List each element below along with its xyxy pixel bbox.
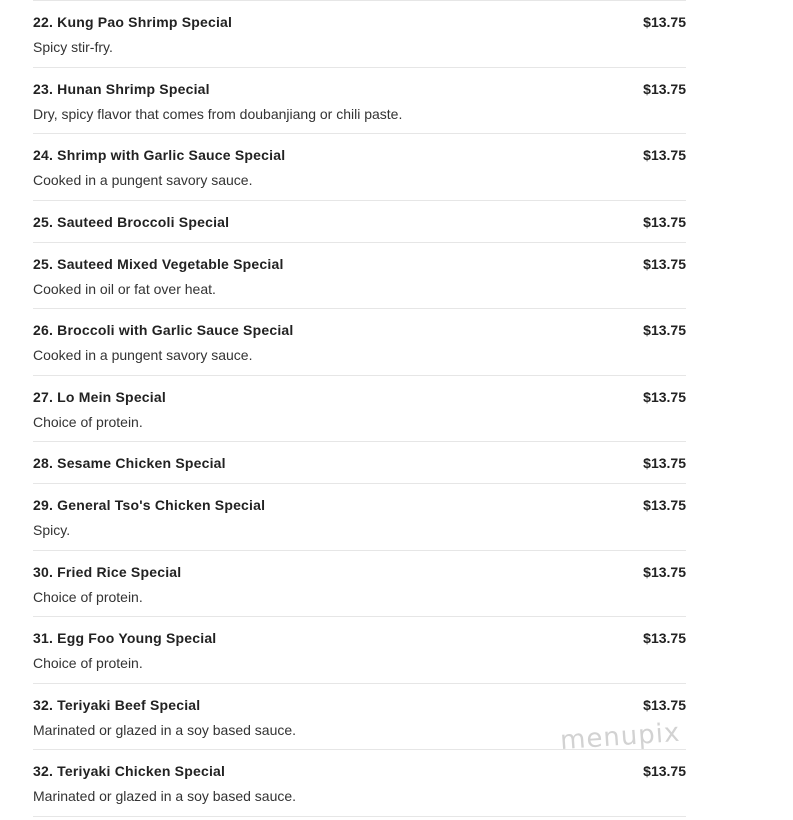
menu-item xyxy=(33,1,686,68)
item-name: 23. Hunan Shrimp Special xyxy=(33,80,210,97)
item-price: $13.75 xyxy=(643,563,686,580)
item-description: Cooked in a pungent savory sauce. xyxy=(33,347,253,363)
item-price: $13.75 xyxy=(643,255,686,272)
menu-item xyxy=(33,376,686,443)
item-price: $13.75 xyxy=(643,322,686,338)
menu-item xyxy=(33,68,686,135)
item-description: Marinated or glazed in a soy based sauce. xyxy=(33,788,297,804)
item-description: Choice of protein. xyxy=(33,588,143,605)
menu-list xyxy=(33,0,686,817)
item-name: 30. Fried Rice Special xyxy=(33,563,182,580)
item-name: 27. Lo Mein Special xyxy=(33,388,166,405)
menu-item xyxy=(33,243,686,310)
menu-item xyxy=(33,442,686,484)
item-price: $13.75 xyxy=(643,497,686,513)
item-name: 26. Broccoli with Garlic Sauce Special xyxy=(33,322,294,338)
menu-item xyxy=(33,484,686,551)
item-description: Choice of protein. xyxy=(33,655,143,671)
item-name: 31. Egg Foo Young Special xyxy=(33,630,217,646)
menu-item xyxy=(33,750,686,817)
item-price: $13.75 xyxy=(643,80,686,97)
menu-item xyxy=(33,617,686,684)
menupix-watermark: menupix xyxy=(559,717,682,757)
item-name: 29. General Tso's Chicken Special xyxy=(33,497,266,513)
menu-item xyxy=(33,201,686,243)
item-price: $13.75 xyxy=(643,213,686,230)
item-description: Marinated or glazed in a soy based sauce. xyxy=(33,721,297,738)
item-description: Cooked in a pungent savory sauce. xyxy=(33,172,253,188)
item-name: 22. Kung Pao Shrimp Special xyxy=(33,14,233,30)
item-price: $13.75 xyxy=(643,14,686,30)
item-description: Choice of protein. xyxy=(33,413,143,430)
item-name: 25. Sauteed Mixed Vegetable Special xyxy=(33,255,284,272)
item-price: $13.75 xyxy=(643,455,686,471)
item-description: Cooked in oil or fat over heat. xyxy=(33,280,216,297)
item-description: Dry, spicy flavor that comes from doubanjiang or chili paste. xyxy=(33,105,403,122)
item-name: 25. Sauteed Broccoli Special xyxy=(33,213,230,230)
item-price: $13.75 xyxy=(643,388,686,405)
item-name: 24. Shrimp with Garlic Sauce Special xyxy=(33,147,286,163)
item-price: $13.75 xyxy=(643,696,686,713)
item-price: $13.75 xyxy=(643,147,686,163)
item-name: 32. Teriyaki Beef Special xyxy=(33,696,201,713)
item-price: $13.75 xyxy=(643,630,686,646)
item-description: Spicy stir-fry. xyxy=(33,39,113,55)
menu-item xyxy=(33,309,686,376)
item-description: Spicy. xyxy=(33,522,71,538)
item-name: 28. Sesame Chicken Special xyxy=(33,455,226,471)
menu-item xyxy=(33,551,686,618)
menu-item xyxy=(33,134,686,201)
item-name: 32. Teriyaki Chicken Special xyxy=(33,763,226,779)
item-price: $13.75 xyxy=(643,763,686,779)
